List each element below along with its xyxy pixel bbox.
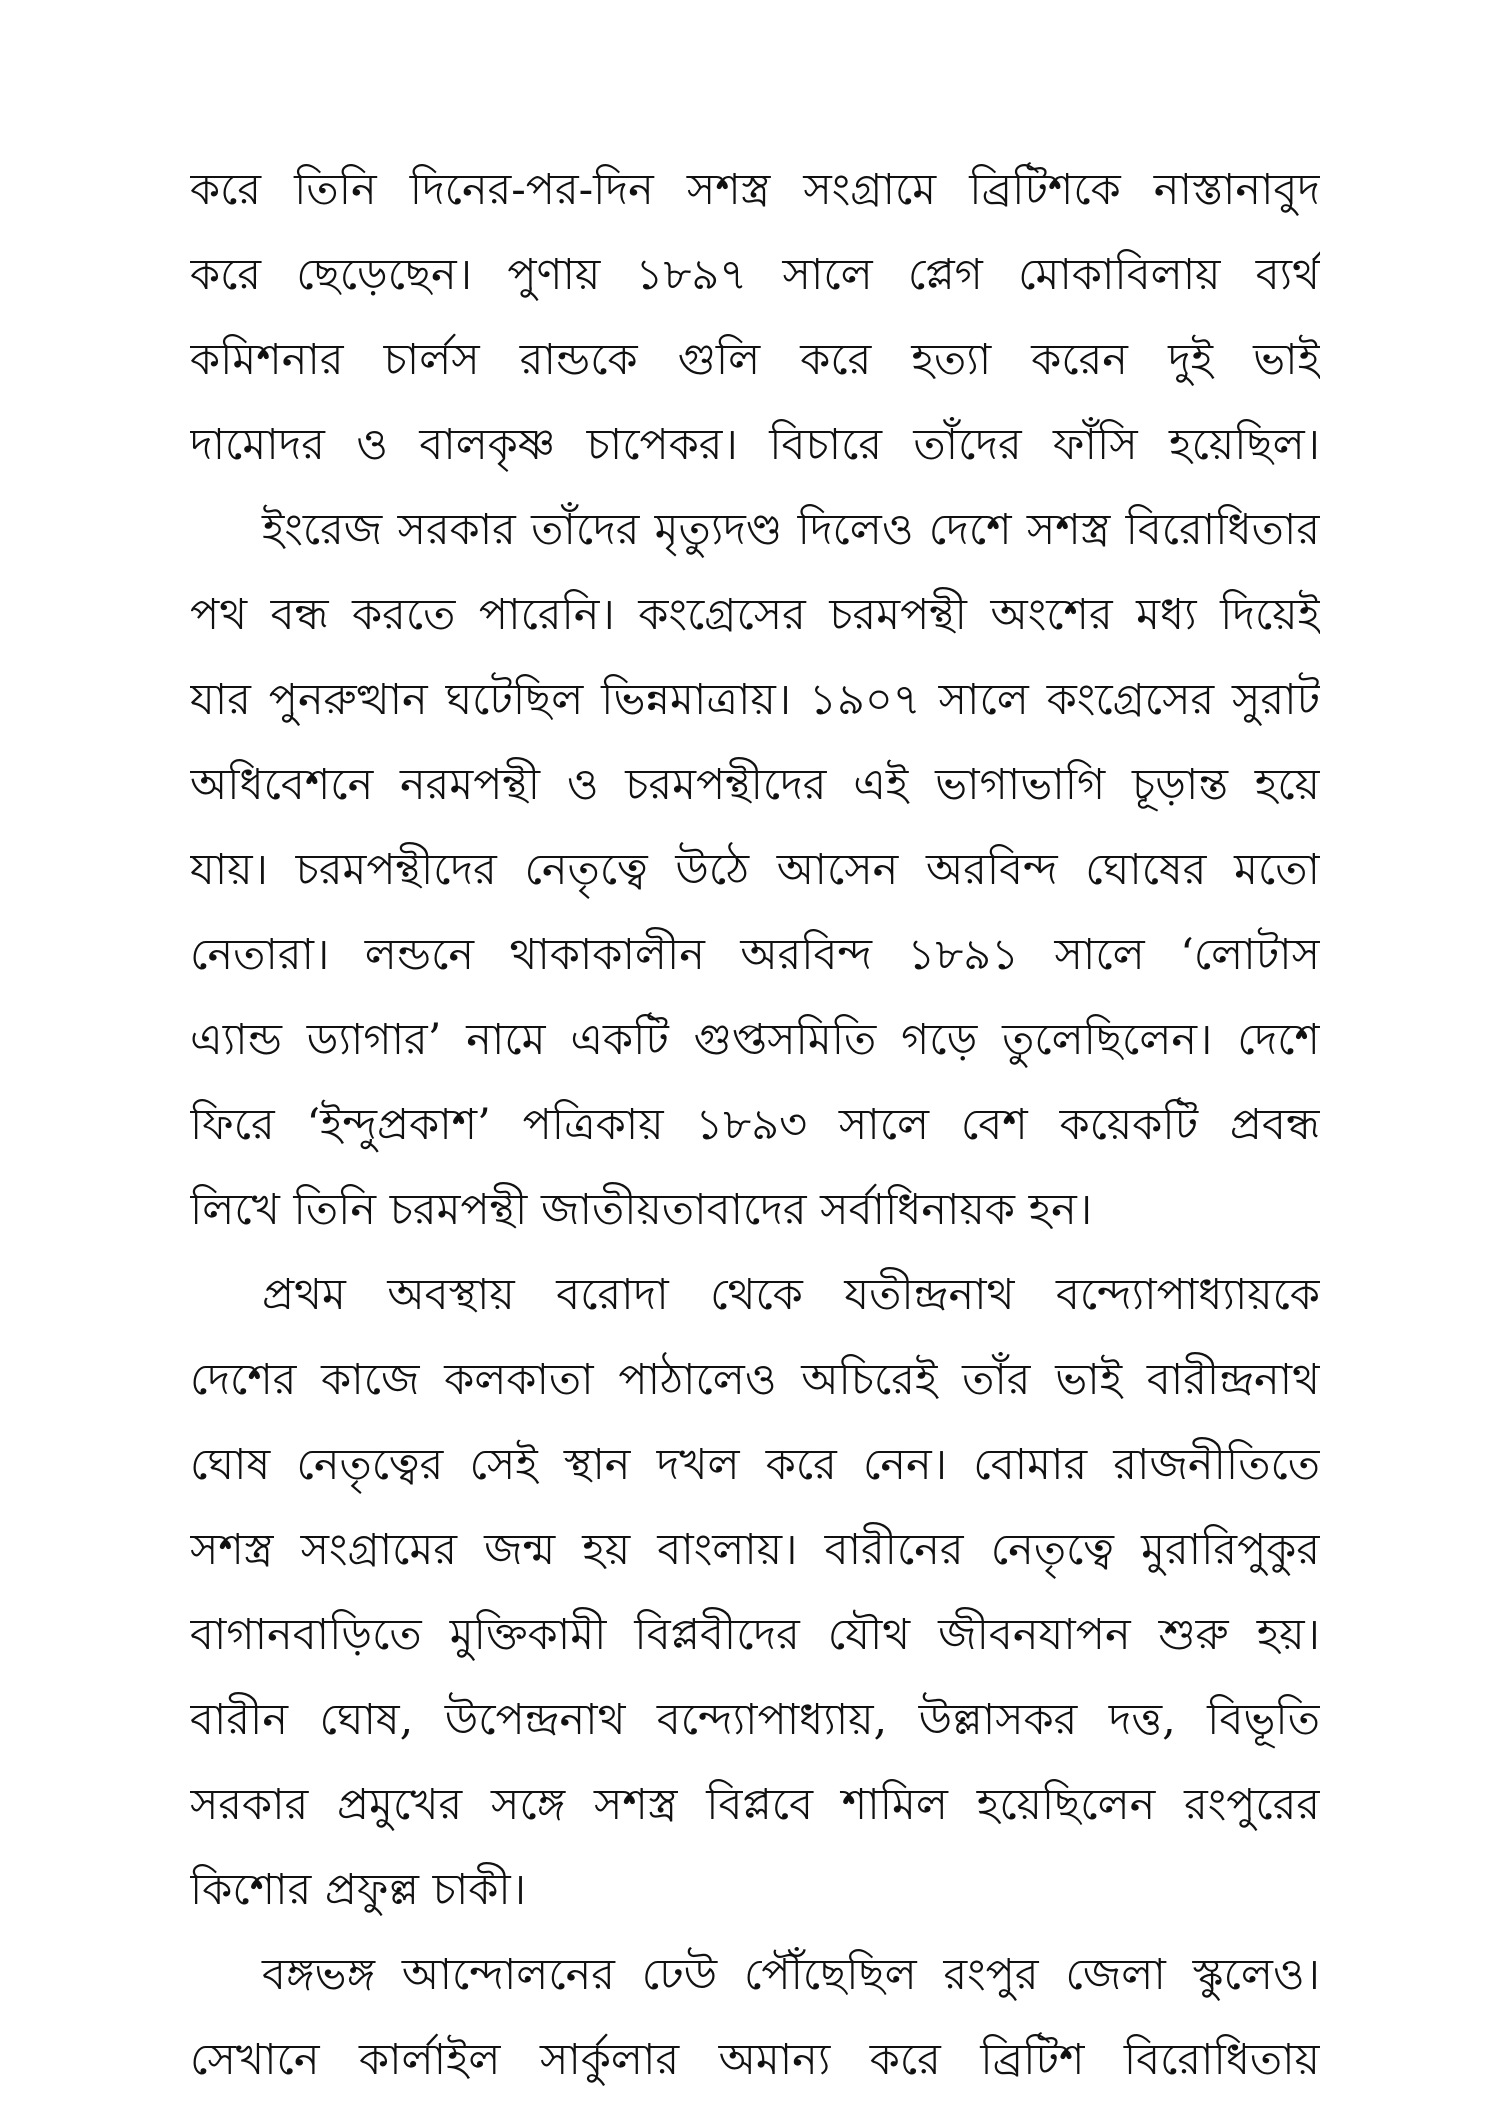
text-line: প্রথম অবস্থায় বরোদা থেকে যতীন্দ্রনাথ বন্দ্যোপাধ্যায়কে	[262, 1270, 1320, 1320]
text-line: যার পুনরুত্থান ঘটেছিল ভিন্নমাত্রায়। ১৯০৭ সালে কংগ্রেসের সুরাট	[190, 675, 1320, 725]
text-line: করে তিনি দিনের-পর-দিন সশস্ত্র সংগ্রামে ব্রিটিশকে নাস্তানাবুদ	[190, 165, 1320, 215]
text-line: সেখানে কার্লাইল সার্কুলার অমান্য করে ব্রিটিশ বিরোধিতায়	[190, 2035, 1320, 2085]
text-line: নেতারা। লন্ডনে থাকাকালীন অরবিন্দ ১৮৯১ সালে ‘লোটাস	[190, 930, 1320, 980]
text-line: বাগানবাড়িতে মুক্তিকামী বিপ্লবীদের যৌথ জীবনযাপন শুরু হয়।	[190, 1610, 1320, 1660]
text-line: দেশের কাজে কলকাতা পাঠালেও অচিরেই তাঁর ভাই বারীন্দ্রনাথ	[190, 1355, 1320, 1405]
text-line: সরকার প্রমুখের সঙ্গে সশস্ত্র বিপ্লবে শামিল হয়েছিলেন রংপুরের	[190, 1780, 1320, 1830]
text-line: যায়। চরমপন্থীদের নেতৃত্বে উঠে আসেন অরবিন্দ ঘোষের মতো	[190, 845, 1320, 895]
text-line: কিশোর প্রফুল্ল চাকী।	[190, 1865, 527, 1915]
text-line: সশস্ত্র সংগ্রামের জন্ম হয় বাংলায়। বারীনের নেতৃত্বে মুরারিপুকুর	[190, 1525, 1320, 1575]
body-text	[190, 148, 1320, 2103]
text-line: ঘোষ নেতৃত্বের সেই স্থান দখল করে নেন। বোমার রাজনীতিতে	[190, 1440, 1320, 1490]
text-line: ইংরেজ সরকার তাঁদের মৃত্যুদণ্ড দিলেও দেশে সশস্ত্র বিরোধিতার	[262, 505, 1320, 555]
text-line: ফিরে ‘ইন্দুপ্রকাশ’ পত্রিকায় ১৮৯৩ সালে বেশ কয়েকটি প্রবন্ধ	[190, 1100, 1320, 1150]
text-line: বারীন ঘোষ, উপেন্দ্রনাথ বন্দ্যোপাধ্যায়, উল্লাসকর দত্ত, বিভূতি	[190, 1695, 1320, 1745]
text-line: লিখে তিনি চরমপন্থী জাতীয়তাবাদের সর্বাধিনায়ক হন।	[190, 1185, 1093, 1235]
text-line: কমিশনার চার্লস রান্ডকে গুলি করে হত্যা করেন দুই ভাই	[190, 335, 1320, 385]
text-line: এ্যান্ড ড্যাগার’ নামে একটি গুপ্তসমিতি গড়ে তুলেছিলেন। দেশে	[190, 1015, 1320, 1065]
text-line: অধিবেশনে নরমপন্থী ও চরমপন্থীদের এই ভাগাভাগি চূড়ান্ত হয়ে	[190, 760, 1320, 810]
text-line: বঙ্গভঙ্গ আন্দোলনের ঢেউ পৌঁছেছিল রংপুর জেলা স্কুলেও।	[262, 1950, 1320, 2000]
text-line: পথ বন্ধ করতে পারেনি। কংগ্রেসের চরমপন্থী অংশের মধ্য দিয়েই	[190, 590, 1320, 640]
text-line: দামোদর ও বালকৃষ্ণ চাপেকর। বিচারে তাঁদের ফাঁসি হয়েছিল।	[190, 420, 1320, 470]
text-line: করে ছেড়েছেন। পুণায় ১৮৯৭ সালে প্লেগ মোকাবিলায় ব্যর্থ	[190, 250, 1320, 300]
